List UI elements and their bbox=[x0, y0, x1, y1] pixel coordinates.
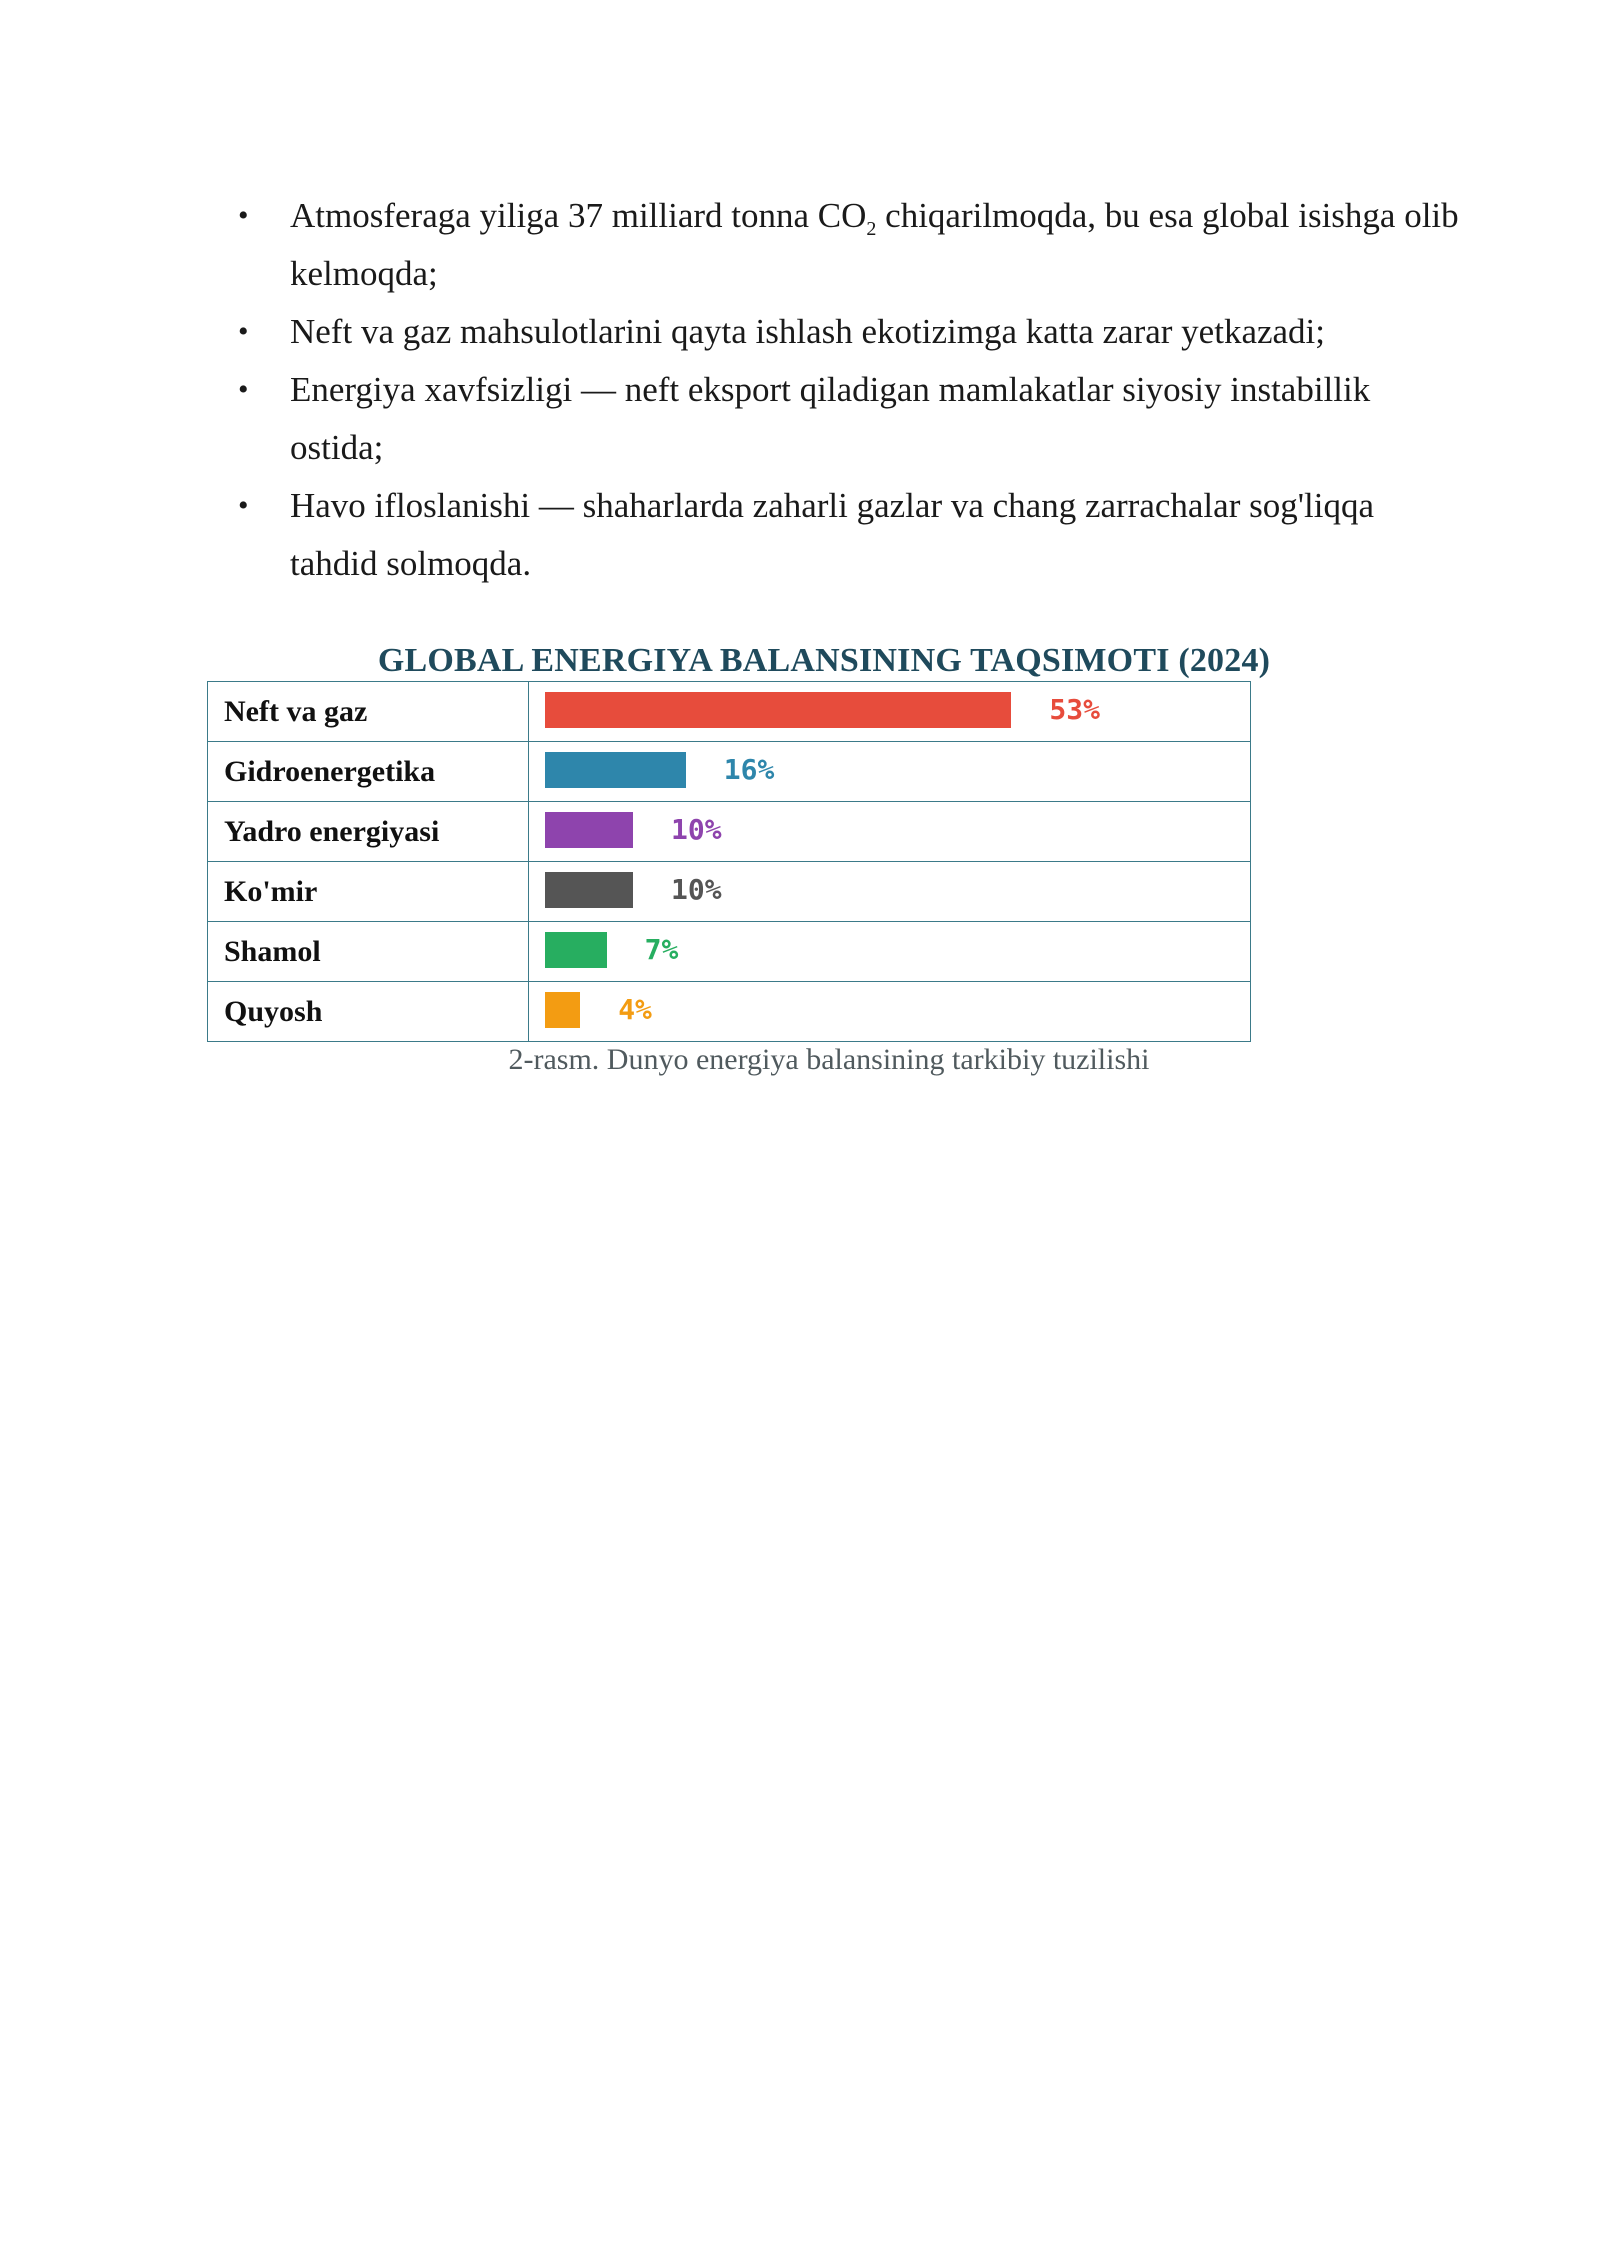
bar bbox=[545, 872, 633, 908]
bullet-dot-icon: • bbox=[238, 199, 249, 232]
bullet-dot-icon: • bbox=[238, 373, 249, 406]
bullet-text: Havo ifloslanishi — shaharlarda zaharli gazlar va chang zarrachalar sog'liqqa tahdid solmoqda. bbox=[290, 486, 1375, 583]
chart-row bbox=[208, 682, 1251, 742]
category-label: Quyosh bbox=[208, 982, 529, 1042]
chart-title: GLOBAL ENERGIYA BALANSINING TAQSIMOTI (2024) bbox=[377, 642, 1271, 679]
chart-row bbox=[208, 802, 1251, 862]
bar-value-label: 10% bbox=[671, 813, 722, 846]
bar-cell bbox=[529, 862, 1251, 922]
bullet-item bbox=[238, 303, 1468, 361]
energy-balance-chart bbox=[207, 681, 1251, 1042]
bar-value-label: 53% bbox=[1049, 693, 1100, 726]
bar-cell bbox=[529, 682, 1251, 742]
bar bbox=[545, 752, 686, 788]
bullet-text: Neft va gaz mahsulotlarini qayta ishlash ekotizimga katta zarar yetkazadi; bbox=[290, 312, 1325, 351]
bar-cell bbox=[529, 802, 1251, 862]
bar-value-label: 16% bbox=[723, 753, 775, 786]
bar-value-label: 4% bbox=[618, 993, 652, 1026]
category-label: Neft va gaz bbox=[208, 682, 529, 742]
chart-row bbox=[208, 982, 1251, 1042]
bar bbox=[545, 992, 580, 1028]
bullet-subscript: 2 bbox=[866, 218, 877, 240]
bullet-list bbox=[238, 187, 1468, 593]
figure-caption: 2-rasm. Dunyo energiya balansining tarkibiy tuzilishi bbox=[508, 1043, 1150, 1076]
bar-value-label: 10% bbox=[671, 873, 722, 906]
bar bbox=[545, 692, 1011, 728]
bar-cell bbox=[529, 922, 1251, 982]
bullet-dot-icon: • bbox=[238, 315, 249, 348]
category-label: Yadro energiyasi bbox=[208, 802, 529, 862]
chart-row bbox=[208, 922, 1251, 982]
bullet-item bbox=[238, 187, 1468, 303]
bullet-text: Energiya xavfsizligi — neft eksport qiladigan mamlakatlar siyosiy instabillik ostida; bbox=[290, 370, 1371, 467]
bar bbox=[545, 812, 633, 848]
category-label: Gidroenergetika bbox=[208, 742, 529, 802]
category-label: Shamol bbox=[208, 922, 529, 982]
category-label: Ko'mir bbox=[208, 862, 529, 922]
bullet-text-continued: chiqarilmoqda, bu esa global isishga olib kelmoqda; bbox=[290, 196, 1459, 293]
bullet-item bbox=[238, 477, 1468, 593]
bullet-item bbox=[238, 361, 1468, 477]
bullet-dot-icon: • bbox=[238, 489, 249, 522]
bar-cell bbox=[529, 742, 1251, 802]
chart-row bbox=[208, 742, 1251, 802]
bullet-text: Atmosferaga yiliga 37 milliard tonna CO bbox=[290, 196, 867, 235]
bar-value-label: 7% bbox=[644, 933, 679, 966]
chart-row bbox=[208, 862, 1251, 922]
bar-cell bbox=[529, 982, 1251, 1042]
bar bbox=[545, 932, 607, 968]
